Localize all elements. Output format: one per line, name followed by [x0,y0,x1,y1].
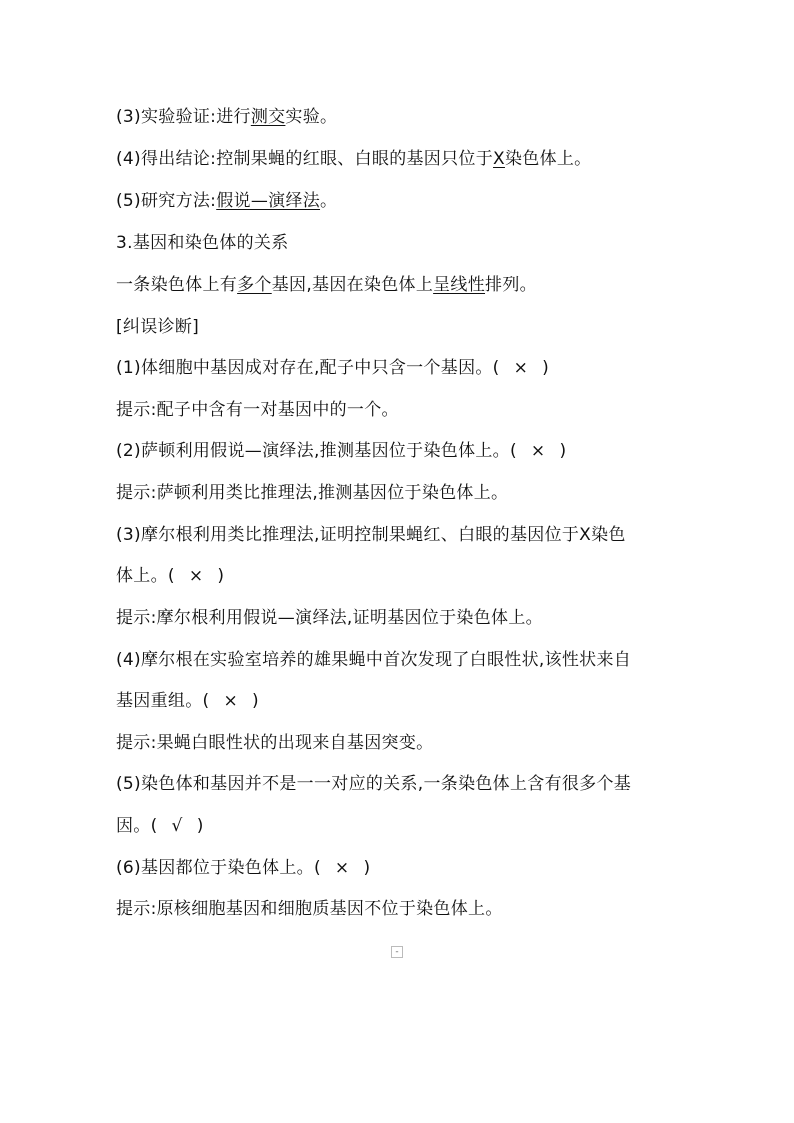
cross-mark: × [223,691,238,711]
cross-mark: × [188,566,204,586]
question-line: (5)染色体和基因并不是一一对应的关系,一条染色体上含有很多个基 [116,774,632,794]
text-segment: ) [542,358,550,378]
question-text: 基因重组。( [116,691,210,711]
page-number-text: - [395,947,399,957]
text-segment: 排列。 [485,275,537,295]
question-text: (2)萨顿利用假说—演绎法,推测基因位于染色体上。( [116,441,517,461]
text-segment: 。 [320,191,338,211]
underlined-answer: 呈线性 [433,275,486,295]
underlined-answer: 多个 [237,275,272,295]
hint-line: 提示:配子中含有一对基因中的一个。 [116,400,399,420]
question-text: 体上。( [116,566,175,586]
text-segment: 一条染色体上有 [116,275,238,295]
underlined-answer: 测交 [250,107,286,127]
underlined-answer: 假说—演绎法 [216,191,321,211]
text-segment: 实验。 [285,107,338,127]
text-line [116,148,696,170]
section-heading: 3.基因和染色体的关系 [116,233,289,253]
text-line [116,190,696,212]
question-line: (3)摩尔根利用类比推理法,证明控制果蝇红、白眼的基因位于X染色 [116,525,626,545]
question-text: (1)体细胞中基因成对存在,配子中只含一个基因。( [116,358,500,378]
page-number-marker [391,946,403,958]
cross-mark: × [513,358,529,378]
cross-mark: × [334,858,350,878]
text-segment: 染色体上。 [504,149,592,169]
question-text: (6)基因都位于染色体上。( [116,858,321,878]
question-line [116,565,696,587]
question-line [116,815,696,837]
text-segment: 基因,基因在染色体上 [271,275,434,295]
text-line [116,106,696,128]
question-line [116,357,696,379]
text-segment: ) [363,858,371,878]
question-line: (4)摩尔根在实验室培养的雄果蝇中首次发现了白眼性状,该性状来自 [116,650,632,670]
hint-line: 提示:萨顿利用类比推理法,推测基因位于染色体上。 [116,483,509,503]
text-segment: (4)得出结论:控制果蝇的红眼、白眼的基因只位于 [116,149,494,169]
text-line [116,274,696,296]
text-segment: (5)研究方法: [116,191,217,211]
hint-line: 提示:摩尔根利用假说—演绎法,证明基因位于染色体上。 [116,608,543,628]
check-mark: √ [171,816,183,836]
hint-line: 提示:原核细胞基因和细胞质基因不位于染色体上。 [116,899,503,919]
text-segment: ) [196,816,204,836]
text-segment: (3)实验验证:进行 [116,107,251,127]
page-number-box [391,946,403,958]
underlined-answer: X [493,149,505,169]
text-segment: ) [251,691,259,711]
question-line [116,440,696,462]
text-segment: ) [217,566,225,586]
question-line [116,857,696,879]
cross-mark: × [530,441,546,461]
question-text: 因。( [116,816,158,836]
hint-line: 提示:果蝇白眼性状的出现来自基因突变。 [116,733,434,753]
text-segment: ) [559,441,567,461]
question-line [116,690,696,712]
section-heading: [纠误诊断] [116,317,200,337]
